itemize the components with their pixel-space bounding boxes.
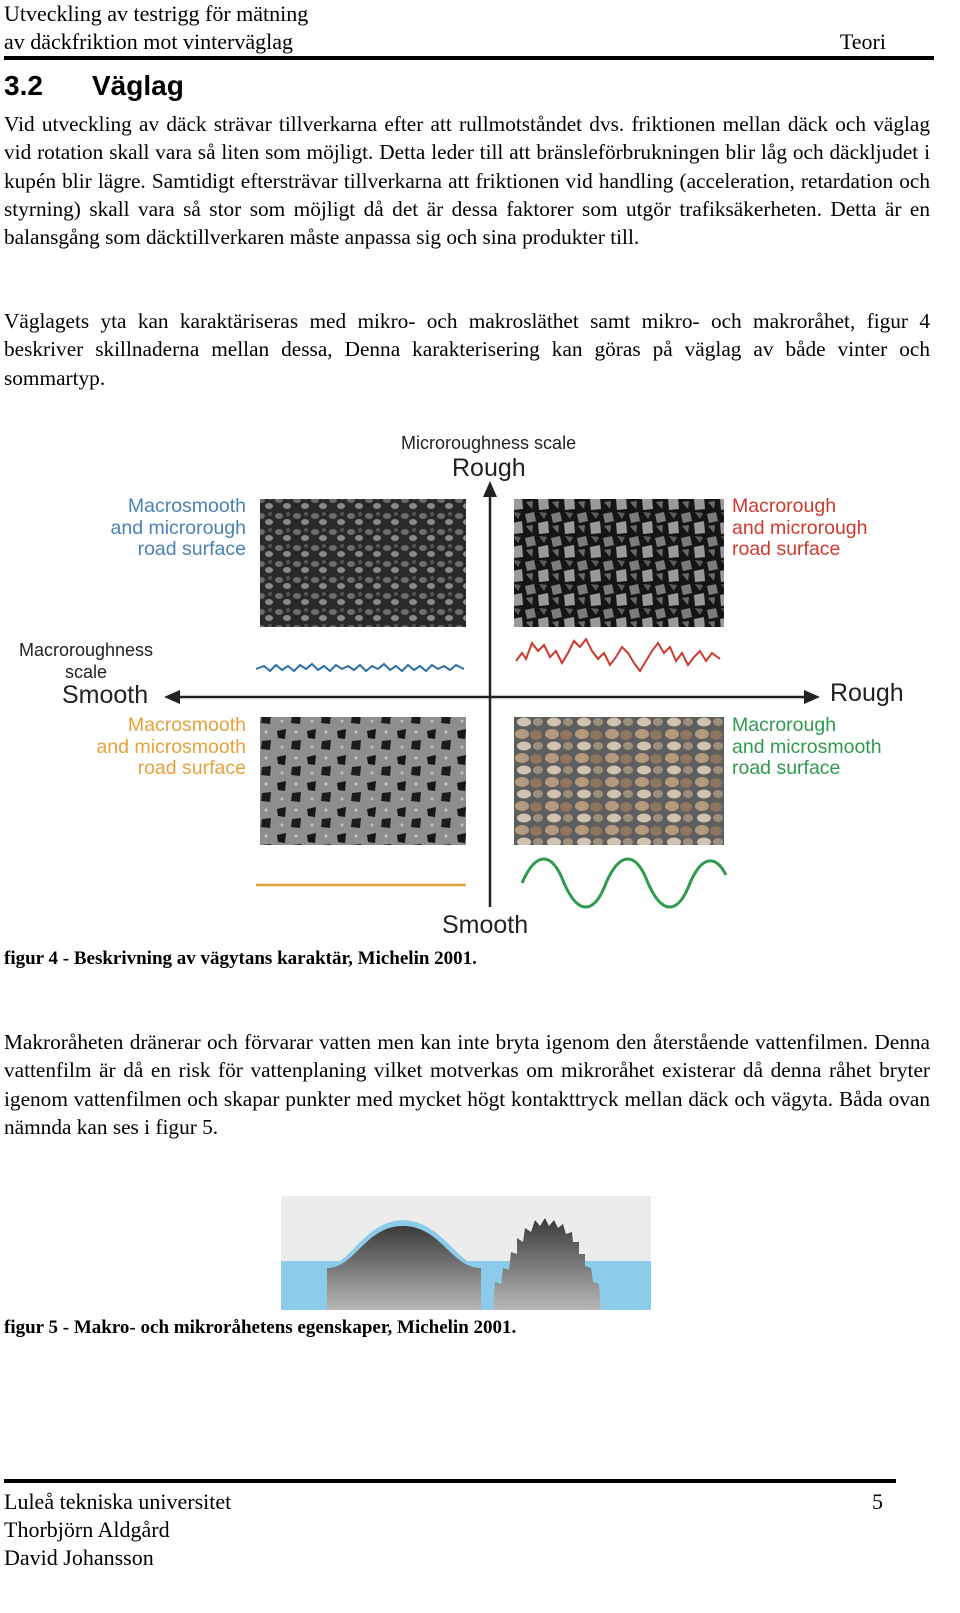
label-top-right-line-2: and microrough: [732, 516, 868, 539]
section-heading: [4, 70, 184, 102]
profile-red: [516, 639, 720, 671]
micro-scale-label: Microroughness scale: [401, 433, 577, 453]
figure-5: [281, 1196, 651, 1310]
label-bottom-right: [732, 715, 882, 780]
micro-top-label: Rough: [452, 454, 526, 482]
photo-macrosmooth-microsmooth: [260, 717, 466, 845]
macro-scale-label: [16, 639, 156, 683]
label-top-right: [732, 496, 868, 561]
paragraph-3: Makroråheten dränerar och förvarar vatten men kan inte bryta igenom den återstående vattenfilmen. Denna vattenfilm är då en risk för vattenplaning vilket motverkas om mikroråhet existerar då denna råhet bryter igenom vattenfilmen och skapar punkter med mycket högt kontakttryck mellan däck och vägyta. Båda ovan nämnda kan ses i figur 5.: [4, 1030, 930, 1139]
section-number: 3.2: [4, 70, 43, 101]
label-bottom-right-line-3: road surface: [732, 757, 841, 779]
header-section-name: Teori: [839, 29, 886, 54]
macro-right-label: Rough: [830, 679, 904, 707]
macro-scale-label-line-2: scale: [64, 662, 108, 682]
header-rule: [4, 56, 934, 60]
footer-rule: [4, 1479, 896, 1483]
label-bottom-left-line-3: road surface: [137, 757, 246, 779]
running-header: [4, 0, 308, 56]
section-title: Väglag: [92, 70, 184, 101]
paragraph-1: Vid utveckling av däck strävar tillverkarna efter att rullmotståndet dvs. friktionen mellan däck och väglag vid rotation skall vara så liten som möjligt. Detta leder till att bränsleförbrukningen blir låg och däckljudet i kupén blir lägre. Samtidigt eftersträvar tillverkarna att friktionen vid handling (acceleration, retardation och styrning) skall vara så stor som möjligt då det är dessa faktorer som utgör trafiksäkerheten. Detta är en balansgång som däcktillverkaren måste anpassa sig och sina produkter till.: [4, 112, 930, 250]
figure-5-graphic: [281, 1196, 651, 1310]
profile-blue: [256, 664, 464, 671]
photo-macrorough-microrough: [514, 499, 724, 627]
header-line-2: av däckfriktion mot vinterväglag: [4, 29, 293, 54]
micro-bottom-label: Smooth: [442, 911, 529, 939]
vertical-axis-arrow-up: [483, 481, 497, 497]
macro-left-label: Smooth: [62, 681, 149, 709]
footer-author-1: Thorbjörn Aldgård: [4, 1517, 170, 1542]
photo-macrosmooth-microrough: [260, 499, 466, 627]
photo-macrorough-microsmooth: [514, 717, 724, 845]
label-top-right-line-1: Macrorough: [732, 495, 837, 517]
figure-5-caption: figur 5 - Makro- och mikroråhetens egenskaper, Michelin 2001.: [4, 1317, 517, 1338]
label-bottom-left-line-2: and microsmooth: [96, 735, 246, 758]
footer-university: Luleå tekniska universitet: [4, 1489, 232, 1514]
footer-author-2: David Johansson: [4, 1545, 154, 1570]
label-bottom-left: [84, 715, 246, 780]
paragraph-2: Väglagets yta kan karaktäriseras med mikro- och makrosläthet samt mikro- och makroråhet, figur 4 beskriver skillnaderna mellan dessa, Denna karakterisering kan göras på väglag av både vinter och sommartyp.: [4, 309, 930, 390]
label-bottom-right-line-2: and microsmooth: [732, 735, 882, 758]
label-bottom-left-line-1: Macrosmooth: [127, 714, 246, 736]
macro-bump: [327, 1226, 481, 1310]
header-line-1: Utveckling av testrigg för mätning: [4, 1, 309, 26]
label-top-left-line-3: road surface: [137, 538, 246, 560]
macro-scale-label-line-1: Macroroughness: [18, 640, 154, 660]
figure-4: [4, 415, 930, 945]
label-top-left-line-1: Macrosmooth: [127, 495, 246, 517]
horizontal-axis-arrow-right: [804, 690, 820, 704]
label-top-left-line-2: and microrough: [110, 516, 246, 539]
label-top-right-line-3: road surface: [732, 538, 841, 560]
footer-text: [4, 1488, 231, 1572]
label-bottom-right-line-1: Macrorough: [732, 714, 837, 736]
profile-green: [522, 859, 726, 907]
label-top-left: [104, 496, 246, 561]
figure-4-caption: figur 4 - Beskrivning av vägytans karaktär, Michelin 2001.: [4, 948, 477, 969]
page-number: 5: [872, 1489, 883, 1514]
horizontal-axis-arrow-left: [164, 690, 180, 704]
